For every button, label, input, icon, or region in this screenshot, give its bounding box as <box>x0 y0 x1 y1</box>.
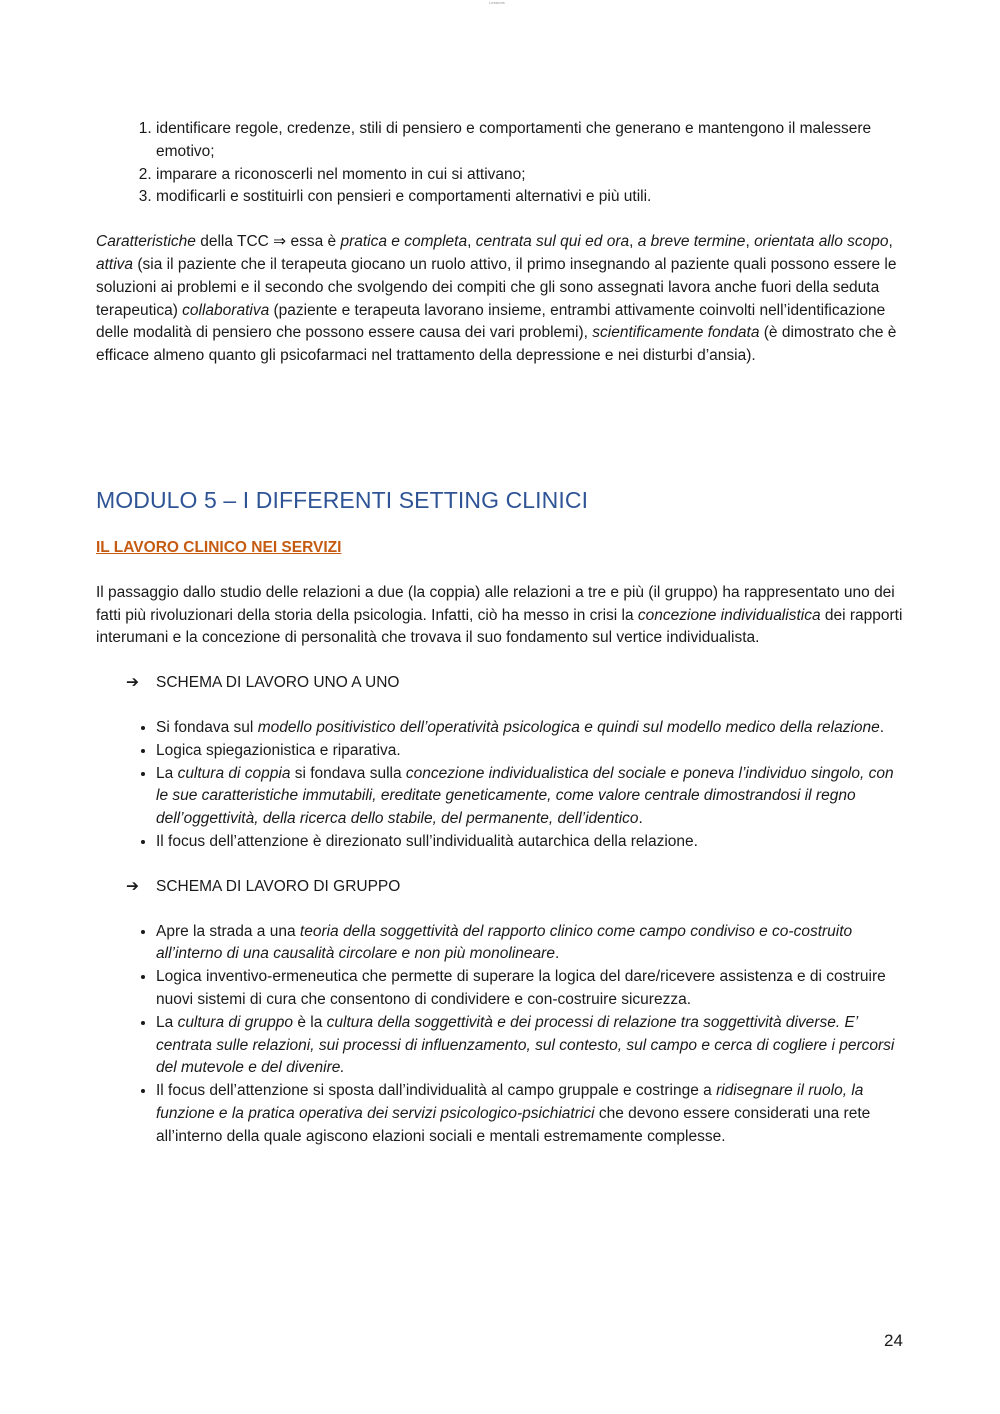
schema-one-to-one-heading <box>96 672 904 695</box>
list-item: • Logica spiegazionistica e riparativa. <box>156 740 904 763</box>
list-item: • Il focus dell’attenzione si sposta dall’individualità al campo gruppale e costringe a ridisegnare il ruolo, la funzione e la pratica operativa dei servizi psicologico-psichiatrici che devono essere considerati una rete all’interno della quale agiscono elazioni sociali e mentali estremamente complesse. <box>156 1080 904 1148</box>
list-item: • La cultura di gruppo è la cultura della soggettività e dei processi di relazione tra soggettività diverse. E’ centrata sulle relazioni, sui processi di influenzamento, sul contesto, sul campo e cerca di cogliere i percorsi del mutevole e del divenire. <box>156 1012 904 1080</box>
list-item: • Il focus dell’attenzione è direzionato sull’individualità autarchica della relazione. <box>156 831 904 854</box>
page-number: 24 <box>884 1331 903 1350</box>
list-item: • La cultura di coppia si fondava sulla concezione individualistica del sociale e poneva l’individuo singolo, con le sue caratteristiche immutabili, ereditate geneticamente, come valore centrale dimostrandosi il regno dell’oggettività, della ricerca dello stabile, del permanente, dell’identico. <box>156 763 904 831</box>
arrow-right-icon: ➔ <box>126 877 139 895</box>
schema-group-list <box>96 921 904 1149</box>
list-item: 2. imparare a riconoscerli nel momento in cui si attivano; <box>156 164 904 187</box>
schema-group-heading <box>96 876 904 899</box>
section-subheading: IL LAVORO CLINICO NEI SERVIZI <box>96 538 342 556</box>
intro-paragraph: Il passaggio dallo studio delle relazioni a due (la coppia) alle relazioni a tre e più (il gruppo) ha rappresentato uno dei fatti più rivoluzionari della storia della psicologia. Infatti, ciò ha messo in crisi la concezione individualistica dei rapporti interumani e la concezione di personalità che trovava il suo fondamento sul vertice individualista. <box>96 583 903 647</box>
list-item: 3. modificarli e sostituirli con pensieri e comportamenti alternativi e più utili. <box>156 186 904 209</box>
header-mark: Lessions <box>489 0 505 5</box>
module-heading: MODULO 5 – I DIFFERENTI SETTING CLINICI <box>96 486 589 513</box>
list-item: • Si fondava sul modello positivistico dell’operatività psicologica e quindi sul modello medico della relazione. <box>156 717 904 740</box>
schema-title: SCHEMA DI LAVORO UNO A UNO <box>156 674 400 692</box>
page-content <box>96 118 904 1149</box>
tcc-characteristics-paragraph: Caratteristiche della TCC ⇒ essa è pratica e completa, centrata sul qui ed ora, a breve termine, orientata allo scopo, attiva (sia il paziente che il terapeuta giocano un ruolo attivo, il primo insegnando al paziente quali possono essere le soluzioni ai problemi e il secondo che svolgendo dei compiti che gli sono assegnati lavora anche fuori della seduta terapeutica) collaborativa (paziente e terapeuta lavorano insieme, entrambi attivamente coinvolti nell’identificazione delle modalità di pensiero che possono essere causa dei vari problemi), scientificamente fondata (è dimostrato che è efficace almeno quanto gli psicofarmaci nel trattamento della depressione e nei disturbi d’ansia). <box>96 233 897 365</box>
arrow-right-icon: ➔ <box>126 674 139 692</box>
schema-title: SCHEMA DI LAVORO DI GRUPPO <box>156 877 401 895</box>
schema-one-to-one-list <box>96 717 904 854</box>
numbered-list <box>96 118 904 209</box>
list-item: • Logica inventivo-ermeneutica che permette di superare la logica del dare/ricevere assistenza e di costruire nuovi sistemi di cura che consentono di condividere e con-costruire sicurezza. <box>156 966 904 1012</box>
list-item: 1. identificare regole, credenze, stili di pensiero e comportamenti che generano e mantengono il malessere emotivo; <box>156 118 904 164</box>
list-item: • Apre la strada a una teoria della soggettività del rapporto clinico come campo condiviso e co-costruito all’interno di una causalità circolare e non più monolineare. <box>156 921 904 967</box>
